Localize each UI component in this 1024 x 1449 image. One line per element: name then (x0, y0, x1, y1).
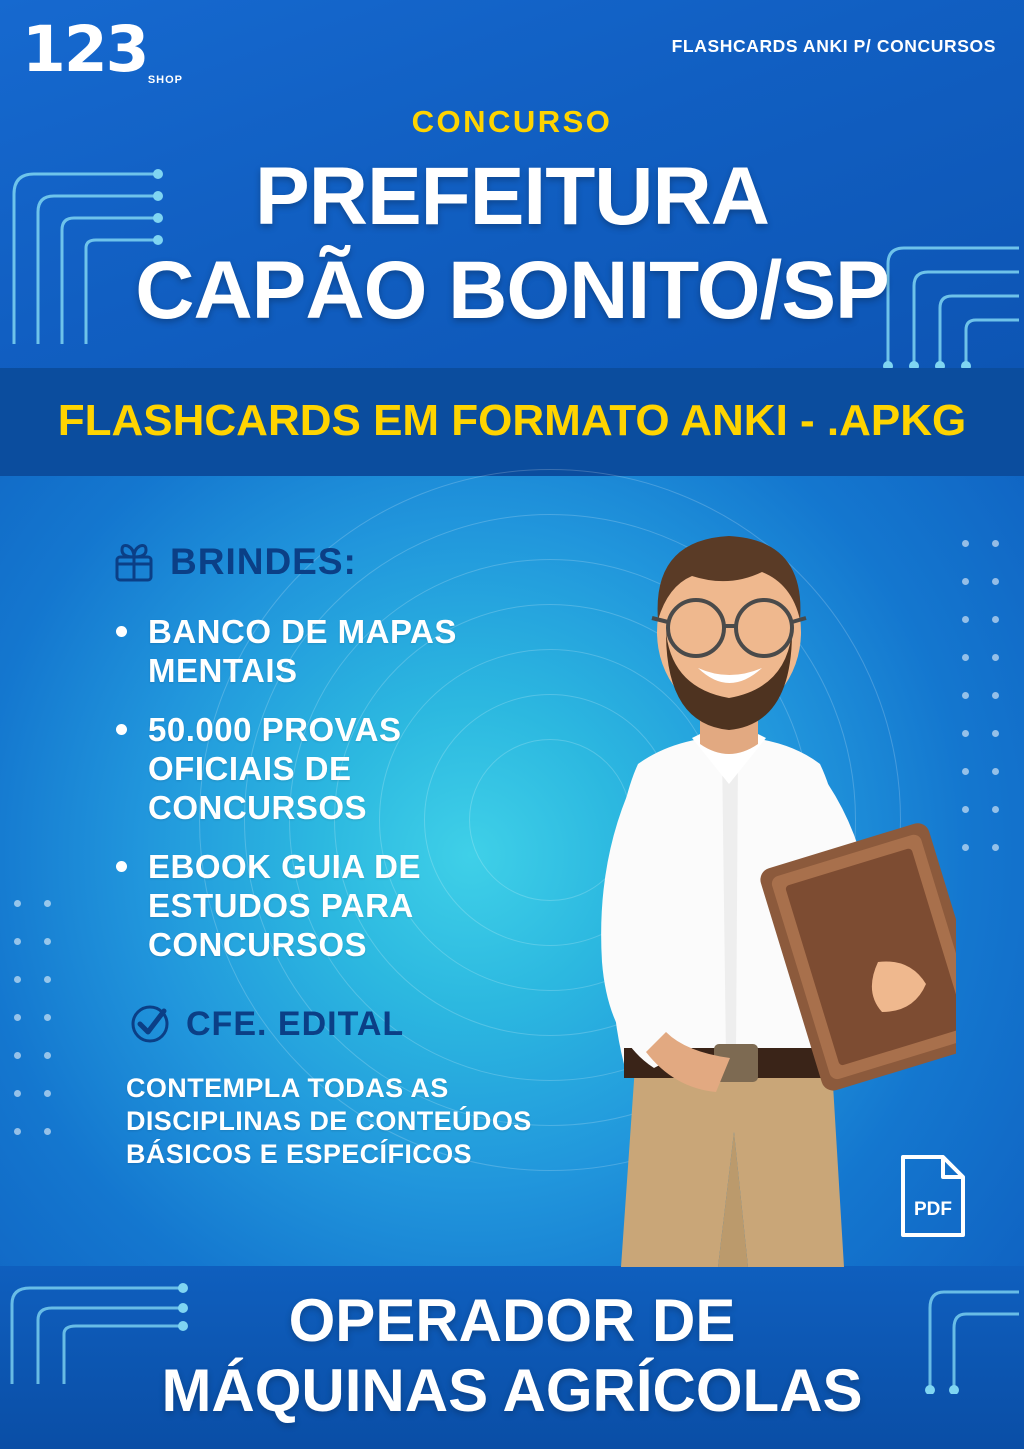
model-photo (486, 492, 956, 1267)
page-title-line1: PREFEITURA (255, 151, 769, 242)
edital-description: CONTEMPLA TODAS AS DISCIPLINAS DE CONTEÚDOS BÁSICOS E ESPECÍFICOS (126, 1073, 532, 1169)
benefits-heading: BRINDES: (170, 541, 357, 582)
brand-logo[interactable] (22, 13, 187, 90)
edital-heading: CFE. EDITAL (186, 1004, 405, 1043)
brand-logo-subtext: SHOP (147, 74, 183, 86)
svg-text:PDF: PDF (914, 1199, 952, 1220)
footer-role-line1: OPERADOR DE (288, 1287, 736, 1354)
page-title (0, 150, 1024, 338)
footer-role-title (0, 1286, 1024, 1426)
kicker-label: CONCURSO (411, 104, 613, 139)
benefits-heading-row (112, 540, 357, 584)
check-circle-icon (128, 1002, 172, 1046)
format-strip-text: FLASHCARDS EM FORMATO ANKI - .APKG (57, 396, 967, 445)
top-right-tagline: FLASHCARDS ANKI P/ CONCURSOS (671, 36, 996, 56)
benefits-list (110, 612, 540, 984)
list-item: EBOOK GUIA DE ESTUDOS PARA CONCURSOS (110, 847, 540, 964)
list-item: BANCO DE MAPAS MENTAIS (110, 612, 540, 690)
pdf-badge (897, 1153, 969, 1239)
footer-role-line2: MÁQUINAS AGRÍCOLAS (161, 1357, 863, 1424)
pdf-file-icon (897, 1153, 969, 1239)
brand-logo-text: 123 (22, 13, 148, 86)
page-title-line2: CAPÃO BONITO/SP (135, 245, 889, 336)
edital-heading-row (128, 1002, 404, 1046)
list-item: 50.000 PROVAS OFICIAIS DE CONCURSOS (110, 710, 540, 827)
gift-icon (112, 540, 156, 584)
